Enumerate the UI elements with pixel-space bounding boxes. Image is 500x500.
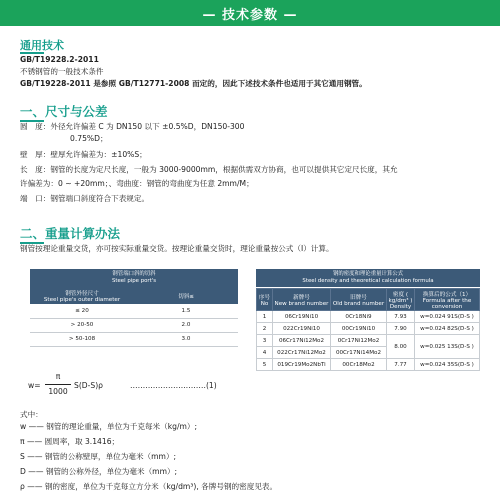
table1-cell-diameter: > 20-50 [30, 318, 134, 332]
table1-cell-slope: 3.0 [134, 332, 238, 346]
table2-cell-old: 00Cr19Ni10 [331, 323, 387, 335]
length-line-cont: 许偏差为：0 ~ +20mm；、弯曲度：钢管的弯曲度为任意 2mm/M； [20, 179, 254, 188]
dims-heading: 一、尺寸与公差 [20, 104, 108, 119]
table2-cell-new: 019Cr19Mo2NbTi [273, 359, 331, 371]
table2-cell-formula: w=0.025 13S(D-S ) [415, 335, 480, 359]
legend-d: D —— 钢管的公称外径，单位为毫米（mm）; [20, 467, 178, 476]
table2-head-density [387, 289, 415, 311]
wall-thickness-line: 壁 厚：壁厚允许偏差为：±10%S； [20, 150, 147, 159]
table-row [30, 318, 238, 332]
table2-cell-density: 7.90 [387, 323, 415, 335]
general-heading: 通用技术 [20, 39, 64, 52]
table2-head-old-en: Old brand number [332, 300, 385, 307]
table2-cell-new: 022Cr17Ni12Mo2 [273, 347, 331, 359]
table1-cell-slope: 2.0 [134, 318, 238, 332]
table2-cell-density: 8.00 [387, 335, 415, 359]
table1-caption [30, 269, 238, 287]
table1-head-diameter [30, 287, 134, 304]
table2-cell-old: 00Cr17Ni14Mo2 [331, 347, 387, 359]
weight-heading: 二、重量计算办法 [20, 226, 121, 241]
table2-head-formula-cn: 换算后的公式（1） [422, 291, 472, 298]
table2-header-row [257, 289, 480, 311]
legend-pi: π —— 圆周率，取 3.1416； [20, 437, 120, 446]
table2-cell-no: 5 [257, 359, 273, 371]
table1-cell-diameter: ≤ 20 [30, 304, 134, 318]
legend-rho: ρ —— 钢的密度，单位为千克每立方分米（kg/dm³), 各牌号钢的密度见表。 [20, 482, 278, 491]
formula-numerator: π [55, 372, 61, 381]
table2-head-no-cn: 序号 [258, 294, 271, 301]
table2-cell-density: 7.93 [387, 311, 415, 323]
table-row [30, 332, 238, 346]
table-row [257, 323, 480, 335]
table2-head-new [273, 289, 331, 311]
table1-cell-slope: 1.5 [134, 304, 238, 318]
table2-cell-old: 0Cr17Ni12Mo2 [331, 335, 387, 347]
table2-cell-no: 4 [257, 347, 273, 359]
table2-caption-cn: 钢的密度和理论重量计算公式 [332, 271, 404, 277]
table2-cell-formula: w=0.024 35S(D-S ) [415, 359, 480, 371]
table2-cell-new: 06Cr19Ni10 [273, 311, 331, 323]
table2-head-old-cn: 旧牌号 [350, 294, 367, 301]
table1-caption-en: Steel pipe port's [111, 278, 157, 284]
legend-s: S —— 钢管的公称壁厚，单位为毫米（mm）; [20, 452, 177, 461]
end-port-line: 端 口：钢管端口斜度符合下表规定。 [20, 194, 150, 203]
roundness-line: 圆 度：外径允许偏差 C 为 DN150 以下 ±0.5%D，DN150-300 [20, 122, 245, 131]
legend-w: w —— 钢管的理论重量，单位为千克每米（kg/m）; [20, 422, 198, 431]
standard-desc-1: 不锈钢管的一般技术条件 [20, 67, 104, 76]
roundness-line-cont: 0.75%D； [70, 134, 108, 143]
table2-head-new-en: New brand number [274, 300, 329, 307]
table1-header-row [30, 287, 238, 304]
table2-cell-no: 1 [257, 311, 273, 323]
table2-caption-en: Steel density and theoretical calculation formula [302, 278, 434, 284]
table2-cell-density: 7.77 [387, 359, 415, 371]
table-row [257, 335, 480, 347]
general-heading-underline [20, 52, 44, 54]
standard-note: GB/T19228-2011 是参照 GB/T12771-2008 而定的，因此下述技术条件也适用于其它通用钢管。 [20, 79, 367, 88]
formula-lhs: w= [28, 381, 41, 390]
table2-head-density-en: Density [389, 303, 412, 310]
table2-head-formula-en: Formula after the conversion [422, 297, 472, 310]
table2-cell-formula: w=0.024 91S(D-S ) [415, 311, 480, 323]
table2-caption [256, 269, 480, 287]
table2-head-no-en: No [260, 300, 269, 307]
table2-cell-no: 2 [257, 323, 273, 335]
steel-density-table [256, 288, 480, 371]
port-slope-table [30, 287, 238, 347]
table1-cell-diameter: > 50-108 [30, 332, 134, 346]
table2-cell-no: 3 [257, 335, 273, 347]
table2-cell-old: 0Cr18Ni9 [331, 311, 387, 323]
table-row [30, 304, 238, 318]
table2-head-no [257, 289, 273, 311]
table2-head-old [331, 289, 387, 311]
table2-cell-new: 022Cr19Ni10 [273, 323, 331, 335]
table2-head-formula [415, 289, 480, 311]
standard-code-1: GB/T19228.2-2011 [20, 55, 99, 64]
table-row [257, 359, 480, 371]
table-row [257, 311, 480, 323]
table1-head-en: Steel pipe's outer diameter [43, 296, 121, 303]
banner-title: — 技术参数 — [202, 8, 298, 23]
length-line: 长 度：钢管的长度为定尺长度，一般为 3000-9000mm，根据供需双方协商，也可以提供其它定尺长度，其允 [20, 165, 398, 174]
table2-cell-formula: w=0.024 82S(D-S ) [415, 323, 480, 335]
legend-title: 式中： [20, 410, 43, 419]
formula-dots: …………………………(1) [130, 381, 217, 390]
formula-denominator: 1000 [48, 387, 68, 396]
formula-rest: S(D-S)ρ [74, 381, 103, 390]
table2-head-density-cn: 密度 ( kg/dm³ ) [388, 291, 413, 304]
table1-head-slope: 切斜≤ [134, 287, 238, 304]
table2-head-new-cn: 新牌号 [293, 294, 310, 301]
weight-intro: 钢管按理论重量交货，亦可按实际重量交货。按理论重量交货时，理论重量按公式（I）计算。 [20, 244, 334, 253]
table2-cell-old: 00Cr18Mo2 [331, 359, 387, 371]
formula-fraction-bar [45, 384, 71, 385]
table2-cell-new: 06Cr17Ni12Mo2 [273, 335, 331, 347]
table1-caption-cn: 钢管端口斜的切斜 [112, 271, 156, 277]
table1-head-cn: 钢管外径尺寸 [65, 290, 99, 297]
